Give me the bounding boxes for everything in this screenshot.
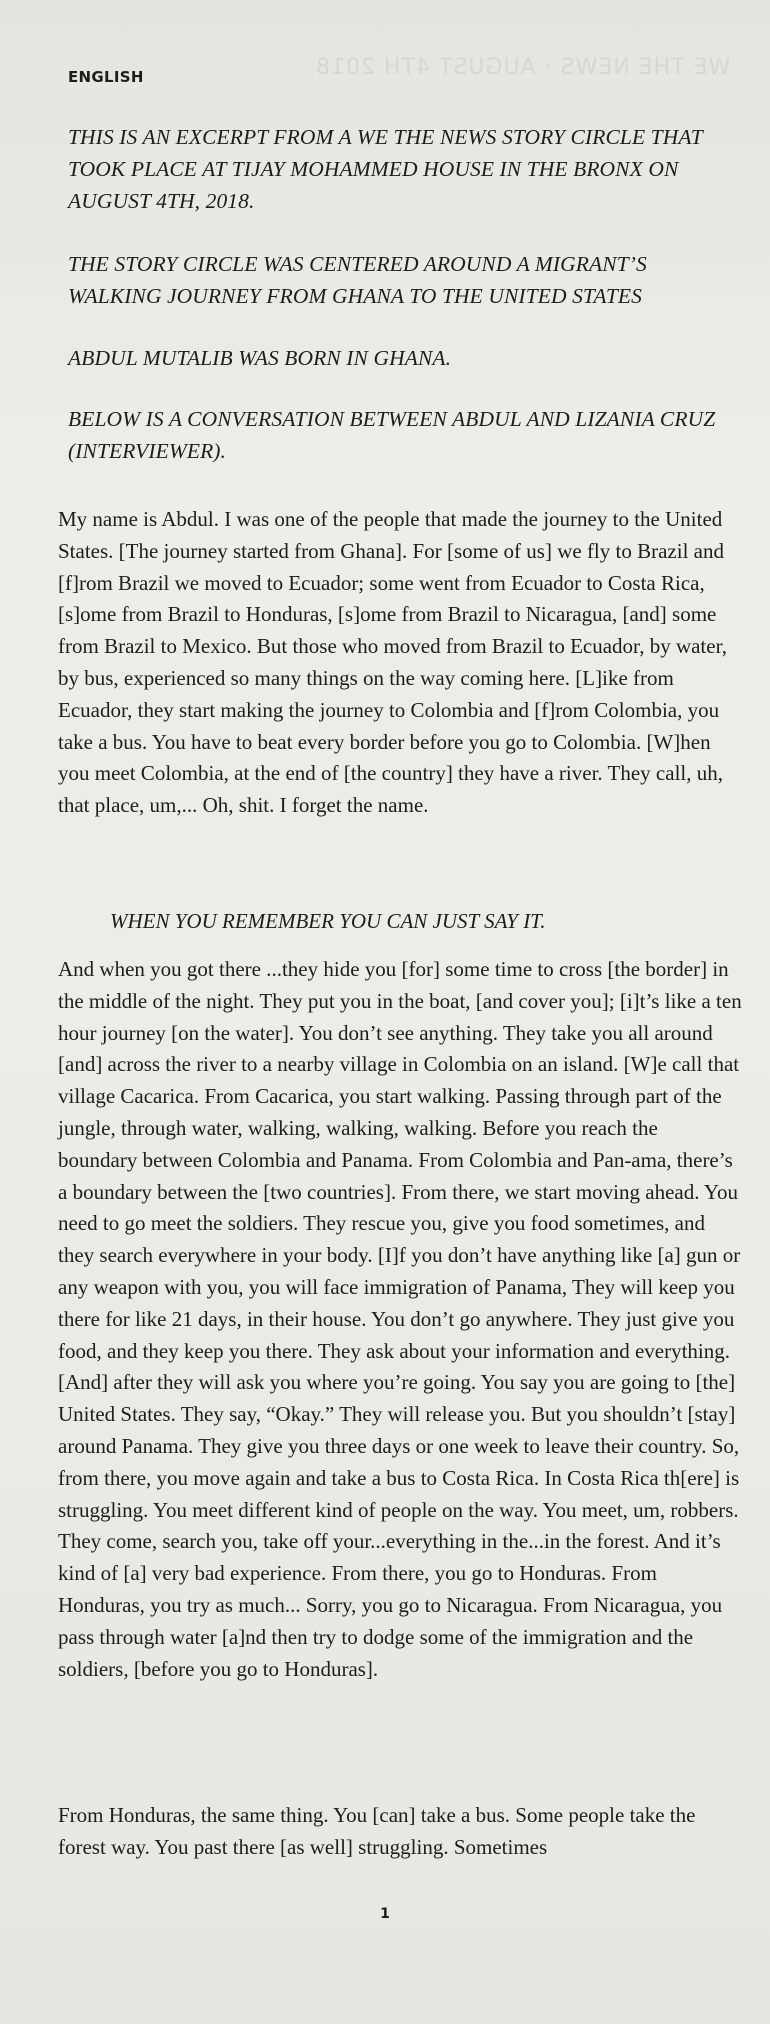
bleed-through-text: WE THE NEWS · AUGUST 4TH 2018 xyxy=(314,55,730,80)
intro-birthplace-note: ABDUL MUTALIB WAS BORN IN GHANA. xyxy=(68,346,452,370)
body-paragraph-1: My name is Abdul. I was one of the people that made the journey to the United States. [The journey started from Ghana]. For [some of us] we fly to Brazil and [f]rom Brazil we moved to Ecuador; some went from Ecuador to Costa Rica, [s]ome from Brazil to Honduras, [s]ome from Brazil to Nicaragua, [and] some from Brazil to Mexico. But those who moved from Brazil to Ecuador, by water, by bus, experienced so many things on the way coming here. [L]ike from Ecuador, they start making the journey to Colombia and [f]rom Colombia, you take a bus. You have to beat every border before you go to Colombia. [W]hen you meet Colombia, at the end of [the country] they have a river. They call, uh, that place, um,... Oh, shit. I forget the name. xyxy=(58,507,727,818)
language-label: ENGLISH xyxy=(68,68,144,86)
body-paragraph-2: And when you got there ...they hide you [for] some time to cross [the border] in the middle of the night. They put you in the boat, [and cover you]; [i]t’s like a ten hour journey [on the water]. You don’t see anything. They take you all around [and] across the river to a nearby village in Colombia on an island. [W]e call that village Cacarica. From Cacarica, you start walking. Passing through part of the jungle, through water, walking, walking, walking. Before you reach the boundary between Colombia and Panama. From Colombia and Pan-ama, there’s a boundary between the [two countries]. From there, we start moving ahead. You need to go meet the soldiers. They rescue you, give you food sometimes, and they search everywhere in your body. [I]f you don’t have anything like [a] gun or any weapon with you, you will face immigration of Panama, They will keep you there for like 21 days, in their house. You don’t go anywhere. They just give you food, and they keep you there. They ask about your information and everything. [And] after they will ask you where you’re going. You say you are going to [the] United States. They say, “Okay.” They will release you. But you shouldn’t [stay] around Panama. They give you three days or one week to leave their country. So, from there, you move again and take a bus to Costa Rica. In Costa Rica th[ere] is struggling. You meet different kind of people on the way. You meet, um, robbers. They come, search you, take off your...everything in the...in the forest. And it’s kind of [a] very bad experience. From there, you go to Honduras. From Honduras, you try as much... Sorry, you go to Nicaragua. From Nicaragua, you pass through water [a]nd then try to dodge some of the immigration and the soldiers, [before you go to Honduras]. xyxy=(58,957,742,1681)
page-number: 1 xyxy=(380,1906,390,1922)
interviewer-line: WHEN YOU REMEMBER YOU CAN JUST SAY IT. xyxy=(110,909,546,933)
body-paragraph-3: From Honduras, the same thing. You [can] take a bus. Some people take the forest way. You past there [as well] struggling. Sometimes xyxy=(58,1803,696,1859)
intro-excerpt-note: THIS IS AN EXCERPT FROM A WE THE NEWS STORY CIRCLE THAT TOOK PLACE AT TIJAY MOHAMMED HOUSE IN THE BRONX ON AUGUST 4TH, 2018. xyxy=(68,125,703,213)
intro-conversation-note: BELOW IS A CONVERSATION BETWEEN ABDUL AND LIZANIA CRUZ (INTERVIEWER). xyxy=(68,407,716,463)
intro-story-circle-note: THE STORY CIRCLE WAS CENTERED AROUND A MIGRANT’S WALKING JOURNEY FROM GHANA TO THE UNITED STATES xyxy=(68,252,647,308)
